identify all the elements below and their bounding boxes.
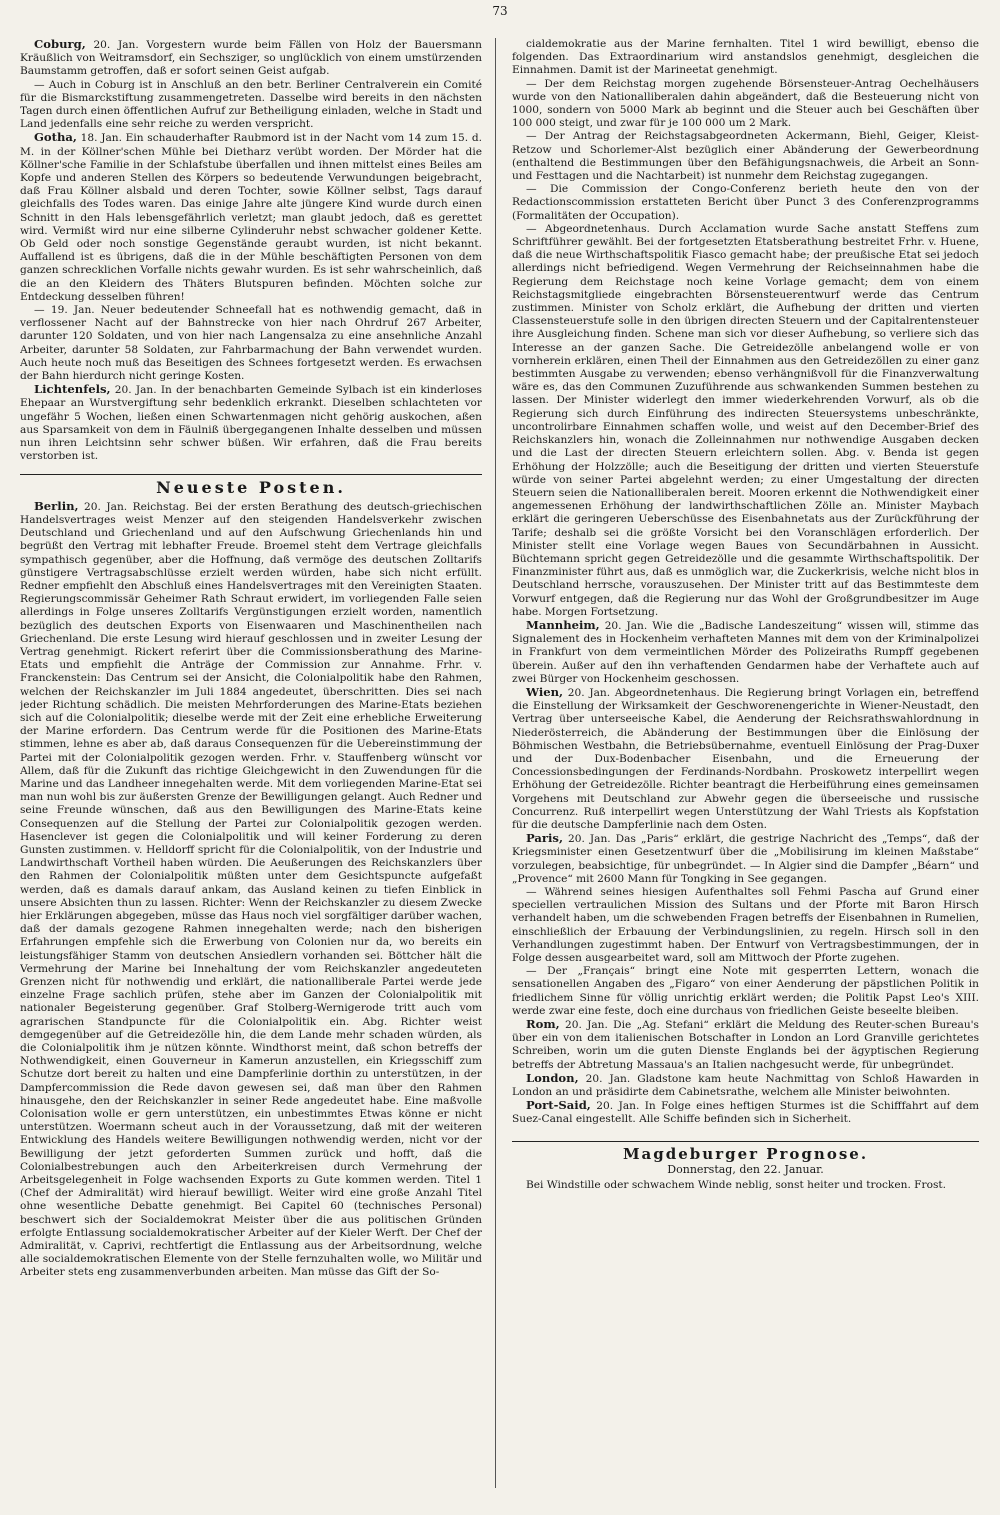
article-dateline: Rom, bbox=[526, 1017, 560, 1032]
article-text: 20. Jan. Abgeordnetenhaus. Die Regierung bringt Vorlagen ein, betreffend die Einstellung der Wirksamkeit der Geschworenengerichte in Wiener-Neustadt, den Vertrag über unterseeische Kabel, die Aenderung der Reichsrathswahlordnung in Niederösterreich, die Abänderung der Bestimmungen über die Einlösung der Böhmischen Westbahn, die Betriebsübernahme, eventuell Einlösung der Prag-Duxer und der Dux-Bodenbacher Eisenbahn, und die Erneuerung der Concessionsbedingungen der Ferdinands-Nordbahn. Proskowetz interpellirt wegen Erhöhung der Getreidezölle. Richter beantragt die Herbeiführung eines gemeinsamen Vorgehens mit Deutschland zur Abwehr gegen die überseeische und russische Concurrenz. Ruß interpellirt wegen Unterstützung der Wahl Triests als Kopfstation für die deutsche Dampferlinie nach dem Osten. bbox=[512, 686, 979, 831]
article-dateline: Port-Said, bbox=[526, 1098, 591, 1113]
article-dateline: London, bbox=[526, 1070, 579, 1085]
article-text: 20. Jan. In Folge eines heftigen Sturmes ist die Schifffahrt auf dem Suez-Canal eingestellt. Alle Schiffe befinden sich in Sicherheit. bbox=[512, 1100, 979, 1126]
article-paragraph bbox=[512, 832, 979, 886]
article-text: — 19. Jan. Neuer bedeutender Schneefall hat es nothwendig gemacht, daß in verflossener Nacht auf der Bahnstrecke von hier nach Ohrdruf 267 Arbeiter, darunter 120 Soldaten, und von hier nach Langensalza zu eine ansehnliche Anzahl Arbeiter, darunter 58 Soldaten, zur Fahrbarmachung der Bahn verwendet wurden. Auch heute noch muß das Beseitigen des Schnees fortgesetzt werden. Es erwachsen der Bahn hierdurch nicht geringe Kosten. bbox=[20, 304, 482, 383]
article-text: 18. Jan. Ein schauderhafter Raubmord ist in der Nacht vom 14 zum 15. d. M. in der Köllner'schen Mühle bei Dietharz verübt worden. Der Mörder hat die Köllner'sche Familie in der Schlafstube überfallen und ihnen mittelst eines Beiles am Kopfe und anderen Stellen des Körpers so bedeutende Verwundungen beigebracht, daß Frau Köllner alsbald und deren Tochter, sowie Köllner selbst, Tags darauf gleichfalls des Todes waren. Das einige Jahre alte jüngere Kind wurde durch einen Schnitt in den Hals lebensgefährlich verletzt; man glaubt jedoch, daß es gerettet wird. Vermißt wird nur eine silberne Cylinderuhr nebst schwacher goldener Kette. Ob Geld oder noch sonstige Gegenstände geraubt wurden, ist nicht bekannt. Auffallend ist es übrigens, daß die in der Mühle beschäftigten Personen von dem ganzen schrecklichen Vorfalle nichts gewahr wurden. Es ist sehr wahrscheinlich, daß die an den Kleidern des Thäters Blutspuren befinden. Möchten solche zur Entdeckung desselben führen! bbox=[20, 132, 482, 303]
article-text: — Der „Français“ bringt eine Note mit gesperrten Lettern, wonach die sensationellen Angaben des „Figaro“ von einer Aenderung der päpstlichen Politik in friedlichem Sinne für völlig unrichtig erklärt werden; die Politik Papst Leo's XIII. werde zwar eine feste, doch eine durchaus von friedlichen Geiste beseelte bleiben. bbox=[512, 965, 979, 1017]
article-paragraph bbox=[512, 183, 979, 223]
article-paragraph bbox=[20, 304, 482, 383]
article-text: — Abgeordnetenhaus. Durch Acclamation wurde Sache anstatt Steffens zum Schriftführer gewählt. Bei der fortgesetzten Etatsberathung bestreitet Frhr. v. Huene, daß die neue Wirthschaftspolitik Fiasco gemacht habe; der preußische Etat sei jedoch allerdings nicht befriedigend. Wegen Vermehrung der Reichseinnahmen habe die Regierung dem Reichstage noch keine Vorlage gemacht; dem von einem Reichstagsmitgliede eingebrachten Börsensteuerentwurf werde das Centrum zustimmen. Minister von Scholz erklärt, die Aufhebung der dritten und vierten Classensteuerstufe solle in den übrigen directen Steuern und der Capitalrentensteuer ihre Ausgleichung finden. Schene man sich vor dieser Aufhebung, so verliere sich das Interesse an der ganzen Sache. Die Getreidezölle anbelangend wolle er von vornherein erklären, einen Theil der Einnahmen aus den Getreidezöllen zu einer ganz bestimmten Ausgabe zu verwenden; ebenso verhängnißvoll für die Finanzverwaltung wäre es, das den Communen Zuzuführende aus schwankenden Summen bestehen zu lassen. Der Minister widerlegt den immer wiederkehrenden Vorwurf, als ob die Regierung sich durch Einführung des indirecten Steuersystems unbeschränkte, uncontrolirbare Einnahmen schaffen wolle, und weist auf den December-Brief des Reichskanzlers hin, wonach die Zolleinnahmen nur nothwendige Ausgaben decken und die Last der directen Steuern erleichtern sollen. Abg. v. Benda ist gegen Erhöhung der Holzzölle; auch die Beseitigung der dritten und vierten Steuerstufe würde von seiner Partei abgelehnt werden; zu einer Umgestaltung der directen Steuern seien die Nationalliberalen bereit. Mooren erkennt die Nothwendigkeit einer angemessenen Erhöhung der landwirthschaftlichen Zölle an. Minister Maybach erklärt die geringeren Ueberschüsse des Eisenbahnetats aus der Zurückführung der Tarife; deshalb sei die größte Vorsicht bei den Voranschlägen erforderlich. Der Minister stellt eine Vorlage wegen Baues von Secundärbahnen in Aussicht. Büchtemann spricht gegen Getreidezölle und die gesammte Wirthschaftspolitik. Der Finanzminister führt aus, daß es unmöglich war, die Zuckerkrisis, welche nicht blos in Deutschland herrsche, vorauszusehen. Der Minister tritt auf das Bestimmteste dem Vorwurf entgegen, daß die Regierung nur das Wohl der Großgrundbesitzer im Auge habe. Morgen Fortsetzung. bbox=[512, 222, 979, 618]
column-divider bbox=[495, 38, 496, 1488]
article-dateline: Lichtenfels, bbox=[34, 382, 111, 397]
article-dateline: Gotha, bbox=[34, 130, 77, 145]
article-text: 20. Jan. Reichstag. Bei der ersten Berathung des deutsch-griechischen Handelsvertrages weist Menzer auf den steigenden Handelsverkehr zwischen Deutschland und Griechenland und auf den Aufschwung Griechenlands hin und begrüßt den Vertrag mit lebhafter Freude. Broemel steht dem Vertrage gleichfalls sympathisch gegenüber, aber die Hoffnung, daß vermöge des deutschen Zolltarifs günstigere Vertragsabschlüsse erzielt werden würden, habe sich nicht erfüllt. Redner empfiehlt den Abschluß eines Handelsvertrages mit den Vereinigten Staaten. Regierungscommissär Geheimer Rath Schraut erwidert, im vorliegenden Falle seien allerdings in Folge unseres Zolltarifs Vergünstigungen erzielt worden, namentlich bezüglich des deutschen Exports von Eisenwaaren und Maschinentheilen nach Griechenland. Die erste Lesung wird hierauf geschlossen und in zweiter Lesung der Vertrag genehmigt. Rickert referirt über die Commissionsberathung des Marine-Etats und empfiehlt die Anträge der Commission zur Annahme. Frhr. v. Franckenstein: Das Centrum sei der Ansicht, die Colonialpolitik habe den Rahmen, welchen der Reichskanzler im Juli 1884 angedeutet, überschritten. Dies sei nach jeder Richtung schädlich. Die meisten Mehrforderungen des Marine-Etats beziehen sich auf die Colonialpolitik; dieselbe werde mit der Zeit eine erhebliche Erweiterung der Marine erfordern. Das Centrum werde für die Positionen des Marine-Etats stimmen, lehne es aber ab, daß daraus Consequenzen für die Uebereinstimmung der Partei mit der Colonialpolitik gezogen werden. Frhr. v. Stauffenberg wünscht vor Allem, daß für die Zukunft das richtige Gleichgewicht in den Zuwendungen für die Marine und das Landheer innegehalten werde. Mit dem vorliegenden Marine-Etat sei man nun wohl bis zur äußersten Grenze der Bewilligungen gelangt. Auch Redner und seine Freunde wünschen, daß aus den Bewilligungen des Marine-Etats keine Consequenzen auf die Stellung der Partei zur Colonialpolitik gezogen werden. Hasenclever ist gegen die Colonialpolitik und will keiner Forderung zu deren Gunsten zustimmen. v. Helldorff spricht für die Colonialpolitik, von der Industrie und Landwirthschaft Vortheil haben würden. Die Aeußerungen des Reichskanzlers über den Rahmen der Colonialpolitik müßten unter dem Gesichtspuncte aufgefaßt werden, daß es damals darauf ankam, das Ausland keinen zu tiefen Einblick in unsere Absichten thun zu lassen. Richter: Wenn der Reichskanzler zu diesem Zwecke hier Erklärungen abgegeben, müsse das Haus noch viel sorgfältiger darüber wachen, daß der damals gezogene Rahmen innegehalten werde; nach den bisherigen Erfahrungen empfehle sich die Erwerbung von Colonien nur da, wo bereits ein leistungsfähiger Stamm von deutschen Ansiedlern vorhanden sei. Böttcher hält die Vermehrung der Marine bei Innehaltung der vom Reichskanzler angedeuteten Grenzen nicht für nothwendig und erklärt, die nationalliberale Partei werde jede einzelne Frage sachlich prüfen, stehe aber im Ganzen der Colonialpolitik mit nationaler Begeisterung gegenüber. Graf Stolberg-Wernigerode tritt auch vom agrarischen Standpuncte für die Colonialpolitik ein. Abg. Richter weist demgegenüber auf die Getreidezölle hin, die dem Lande mehr schaden würden, als die Colonialpolitik ihm je nützen könnte. Windthorst meint, daß schon betreffs der Nothwendigkeit, einen Gouverneur in Kamerun anzustellen, ein Kriegsschiff zum Schutze dort bereit zu halten und eine Dampferlinie dorthin zu unterstützen, in der Dampfercommission die Rede davon gewesen sei, daß man über den Rahmen hinausgehe, den der Reichskanzler in seiner Rede angedeutet habe. Eine maßvolle Colonisation wolle er gern unterstützen, ein unbestimmtes Etwas könne er nicht unterstützen. Woermann scheut auch in der Voraussetzung, daß mit der weiteren Entwicklung des Handels weitere Bewilligungen nothwendig werden, nicht vor der Bewilligung der jetzt geforderten Summen zurück und hofft, daß die Colonialbestrebungen auch den Arbeiterkreisen durch Vermehrung der Arbeitsgelegenheit in Folge wachsenden Exports zu Gute kommen werden. Titel 1 (Chef der Admiralität) wird hierauf bewilligt. Weiter wird eine große Anzahl Titel ohne wesentliche Debatte genehmigt. Bei Capitel 60 (technisches Personal) beschwert sich der Socialdemokrat Meister über die aus politischen Gründen erfolgte Entlassung socialdemokratischer Arbeiter auf der Kieler Werft. Der Chef der Admiralität, v. Caprivi, rechtfertigt die Entlassung aus der Arbeitsordnung, welche alle socialdemokratischen Elemente von der Stelle fernzuhalten wolle, wo Militär und Arbeiter stets eng zusammenverbunden arbeiten. Man müsse das Gift der So- bbox=[20, 500, 482, 1279]
article-paragraph bbox=[512, 886, 979, 965]
article-paragraph bbox=[512, 78, 979, 131]
article-paragraph bbox=[20, 38, 482, 79]
article-text: — Die Commission der Congo-Conferenz berieth heute den von der Redactionscommission erstatteten Bericht über Punct 3 des Conferenzprogramms (Formalitäten der Occupation). bbox=[512, 183, 979, 222]
forecast-date: Donnerstag, den 22. Januar. bbox=[667, 1162, 824, 1176]
local-news bbox=[20, 38, 482, 464]
article-paragraph bbox=[20, 383, 482, 463]
article-paragraph bbox=[512, 965, 979, 1018]
page-number: 73 bbox=[492, 4, 508, 18]
article-paragraph bbox=[512, 38, 979, 78]
article-text: — Auch in Coburg ist in Anschluß an den betr. Berliner Centralverein ein Comité für die Bismarckstiftung zusammengetreten. Dasselbe wird bereits in den nächsten Tagen durch einen öffentlichen Aufruf zur Betheiligung einladen, welche in Stadt und Land jedenfalls eine sehr reiche zu werden verspricht. bbox=[20, 78, 482, 131]
forecast-text: Bei Windstille oder schwachem Winde neblig, sonst heiter und trocken. Frost. bbox=[526, 1179, 947, 1192]
article-paragraph bbox=[20, 131, 482, 304]
article-text: — Während seines hiesigen Aufenthaltes soll Fehmi Pascha auf Grund einer speciellen vertraulichen Mission des Sultans und der Pforte mit Baron Hirsch verhandelt haben, um die schwebenden Fragen betreffs der Eisenbahnen in Rumelien, einschließlich der Erbauung der Verbindungslinien, zu regeln. Hirsch soll in den Verhandlungen zugestimmt haben. Der Entwurf von Vertragsbestimmungen, der in Folge dessen ausgearbeitet ward, soll am Mittwoch der Pforte zugehen. bbox=[512, 886, 979, 965]
article-text: 20. Jan. Das „Paris“ erklärt, die gestrige Nachricht des „Temps“, daß der Kriegsminister einen Gesetzentwurf über die „Mobilisirung im kleinen Maßstabe“ vorzulegen, beabsichtige, für unbegründet. — In Algier sind die Dampfer „Béarn“ und „Provence“ mit 2600 Mann für Tongking in See gegangen. bbox=[512, 833, 979, 885]
right-column bbox=[512, 38, 979, 1503]
section-title: Neueste Posten. bbox=[20, 474, 482, 494]
article-text: 20. Jan. In der benachbarten Gemeinde Sylbach ist ein kinderloses Ehepaar an Wurstvergiftung sehr bedenklich erkrankt. Dieselben schlachteten vor ungefähr 5 Wochen, ließen einen Schwartenmagen nicht gehörig auskochen, aßen aus Sparsamkeit von dem in Fäulniß übergegangenen Inhalte desselben und müssen nun ihren Leichtsinn sehr schwer büßen. Wir erfahren, daß die Frau bereits verstorben ist. bbox=[20, 384, 482, 463]
article-paragraph bbox=[20, 500, 482, 1280]
left-column bbox=[20, 38, 482, 1503]
weather-forecast bbox=[512, 1141, 979, 1193]
latest-news-left bbox=[20, 500, 482, 1280]
article-text: cialdemokratie aus der Marine fernhalten. Titel 1 wird bewilligt, ebenso die folgenden. Das Extraordinarium wird anstandslos genehmigt, desgleichen die Einnahmen. Damit ist der Marineetat genehmigt. bbox=[512, 38, 979, 77]
article-paragraph bbox=[512, 686, 979, 832]
article-dateline: Coburg, bbox=[34, 38, 86, 51]
article-text: 20. Jan. Wie die „Badische Landeszeitung“ wissen will, stimme das Signalement des in Hockenheim verhafteten Mannes mit dem von der Kriminalpolizei in Frankfurt von dem vermeintlichen Mörder des Polizeiraths Rumpff gegebenen überein. Außer auf den ihn verhaftenden Gendarmen habe der Verhaftete auch auf zwei Bürger von Hockenheim geschossen. bbox=[512, 619, 979, 685]
article-text: 20. Jan. Vorgestern wurde beim Fällen von Holz der Bauersmann Kräußlich von Weitramsdorf, ein Sechsziger, so unglücklich von einem umstürzenden Baumstamm getroffen, daß er sofort seinen Geist aufgab. bbox=[20, 39, 482, 78]
article-text: — Der dem Reichstag morgen zugehende Börsensteuer-Antrag Oechelhäusers wurde von den Nationalliberalen dahin abgeändert, daß die Besteuerung nicht von 1000, sondern von 5000 Mark ab beginnt und die Steuer auch bei Geschäften über 100 000 steigt, und zwar für je 100 000 um 2 Mark. bbox=[512, 77, 979, 130]
article-paragraph bbox=[512, 130, 979, 183]
article-dateline: Mannheim, bbox=[526, 617, 600, 632]
article-dateline: Wien, bbox=[526, 684, 564, 699]
article-dateline: Paris, bbox=[526, 831, 563, 846]
article-paragraph bbox=[512, 1072, 979, 1099]
article-text: 20. Jan. Die „Ag. Stefani“ erklärt die Meldung des Reuter-schen Bureau's über ein von dem italienischen Botschafter in London an Lord Granville gerichtetes Schreiben, worin um die guten Dienste Englands bei der ägyptischen Regierung betreffs der Abtretung Massaua's an Italien nachgesucht werde, für unbegründet. bbox=[512, 1019, 979, 1071]
article-text: 20. Jan. Gladstone kam heute Nachmittag von Schloß Hawarden in London an und präsidirte dem Cabinetsrathe, welchem alle Minister beiwohnten. bbox=[512, 1072, 979, 1099]
article-paragraph bbox=[512, 223, 979, 619]
article-paragraph bbox=[512, 619, 979, 686]
article-dateline: Berlin, bbox=[34, 498, 79, 513]
article-paragraph bbox=[512, 1018, 979, 1072]
latest-news-right bbox=[512, 38, 979, 1127]
article-paragraph bbox=[512, 1099, 979, 1126]
article-paragraph bbox=[20, 79, 482, 132]
article-text: — Der Antrag der Reichstagsabgeordneten Ackermann, Biehl, Geiger, Kleist-Retzow und Schorlemer-Alst bezüglich einer Abänderung der Gewerbeordnung (enthaltend die Bestimmungen über den Befähigungsnachweis, die Arbeit an Sonn- und Festtagen und die Nachtarbeit) ist nunmehr dem Reichstag zugegangen. bbox=[512, 130, 979, 183]
forecast-title: Magdeburger Prognose. bbox=[622, 1144, 869, 1163]
